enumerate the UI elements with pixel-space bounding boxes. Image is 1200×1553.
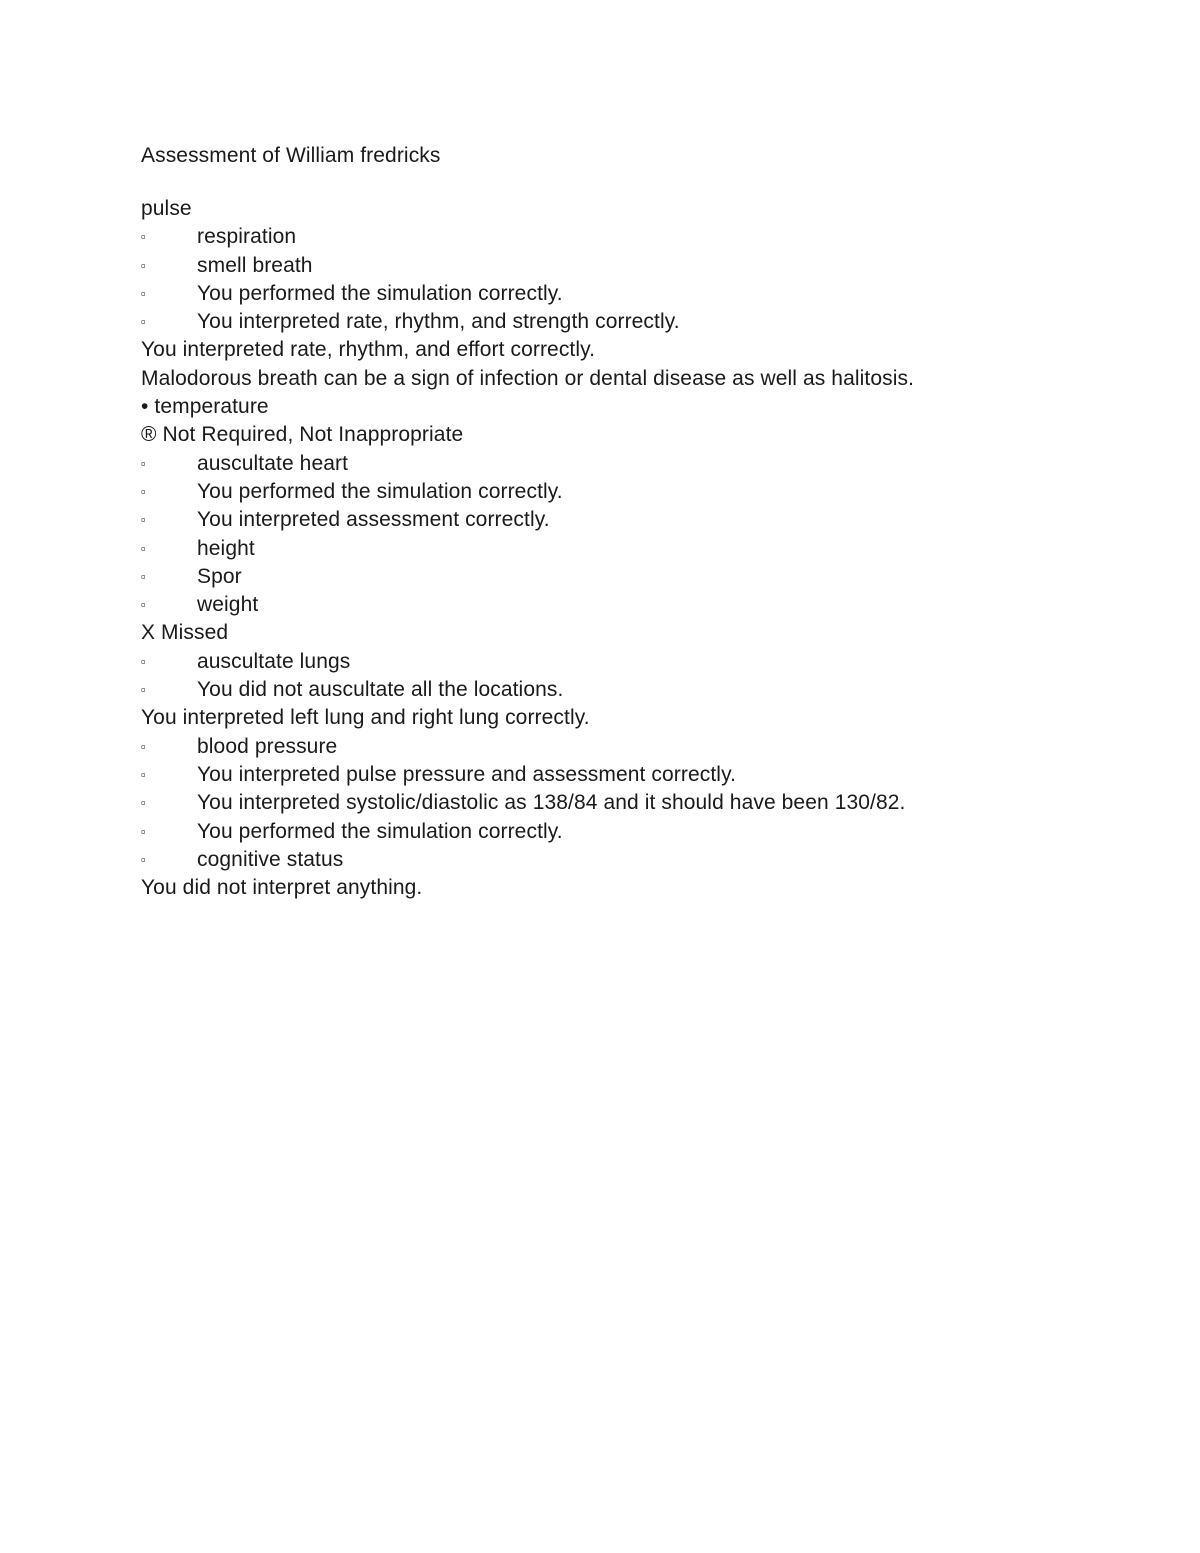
document-line xyxy=(141,591,1141,619)
bullet-icon: ▫ xyxy=(141,512,146,528)
line-text: blood pressure xyxy=(197,734,338,758)
line-text: pulse xyxy=(141,197,192,220)
line-text: You did not interpret anything. xyxy=(141,876,423,900)
document-line xyxy=(141,450,1141,478)
line-text: Spor xyxy=(197,564,242,588)
document-line xyxy=(141,336,1141,364)
line-text: ® Not Required, Not Inappropriate xyxy=(141,423,464,447)
bullet-icon: ▫ xyxy=(141,483,146,499)
line-text: X Missed xyxy=(141,621,229,645)
document-line xyxy=(141,563,1141,591)
document-title: Assessment of William fredricks xyxy=(141,144,441,167)
line-text: smell breath xyxy=(197,253,313,277)
document-line xyxy=(141,506,1141,534)
document-line xyxy=(141,478,1141,506)
document-line xyxy=(141,761,1141,789)
line-text: You interpreted assessment correctly. xyxy=(197,508,550,532)
document-line xyxy=(141,676,1141,704)
document-line xyxy=(141,818,1141,846)
line-text: You interpreted pulse pressure and assessment correctly. xyxy=(197,762,737,786)
document-line xyxy=(141,421,1141,449)
line-text: weight xyxy=(197,593,259,617)
line-text: auscultate lungs xyxy=(197,649,351,673)
bullet-icon: ▫ xyxy=(141,540,146,556)
line-text: You interpreted systolic/diastolic as 138/84 and it should have been 130/82. xyxy=(197,791,906,815)
document-line xyxy=(141,789,1141,817)
bullet-icon: ▫ xyxy=(141,682,146,698)
line-text: auscultate heart xyxy=(197,451,349,475)
line-text: height xyxy=(197,536,255,560)
bullet-icon: ▫ xyxy=(141,851,146,867)
document-line xyxy=(141,252,1141,280)
line-text: You interpreted rate, rhythm, and effort correctly. xyxy=(141,338,596,362)
document-line xyxy=(141,846,1141,874)
document-line xyxy=(141,535,1141,563)
bullet-icon: ▫ xyxy=(141,766,146,782)
bullet-icon: ▫ xyxy=(141,314,146,330)
document-line xyxy=(141,733,1141,761)
bullet-icon: ▫ xyxy=(141,257,146,273)
document-line xyxy=(141,619,1141,647)
document-line xyxy=(141,223,1141,251)
document-line xyxy=(141,280,1141,308)
bullet-icon: ▫ xyxy=(141,795,146,811)
line-text: • temperature xyxy=(141,395,269,419)
line-text: cognitive status xyxy=(197,847,344,871)
line-text: You interpreted left lung and right lung correctly. xyxy=(141,706,590,730)
document-line xyxy=(141,704,1141,732)
document-line xyxy=(141,874,1141,902)
document-line xyxy=(141,393,1141,421)
document-line xyxy=(141,648,1141,676)
bullet-icon: ▫ xyxy=(141,823,146,839)
document-body xyxy=(141,195,1141,902)
line-text: You performed the simulation correctly. xyxy=(197,479,563,503)
line-text: Malodorous breath can be a sign of infection or dental disease as well as halitosis. xyxy=(141,366,915,390)
line-text: You interpreted rate, rhythm, and strength correctly. xyxy=(197,310,680,334)
line-text: You performed the simulation correctly. xyxy=(197,819,563,843)
bullet-icon: ▫ xyxy=(141,285,146,301)
line-text: You did not auscultate all the locations. xyxy=(197,678,564,702)
bullet-icon: ▫ xyxy=(141,229,146,245)
bullet-icon: ▫ xyxy=(141,738,146,754)
line-text: You performed the simulation correctly. xyxy=(197,281,563,305)
document-line xyxy=(141,195,1141,223)
line-text: respiration xyxy=(197,225,297,249)
bullet-icon: ▫ xyxy=(141,455,146,471)
bullet-icon: ▫ xyxy=(141,653,146,669)
bullet-icon: ▫ xyxy=(141,568,146,584)
document-line xyxy=(141,308,1141,336)
document-line xyxy=(141,365,1141,393)
bullet-icon: ▫ xyxy=(141,597,146,613)
